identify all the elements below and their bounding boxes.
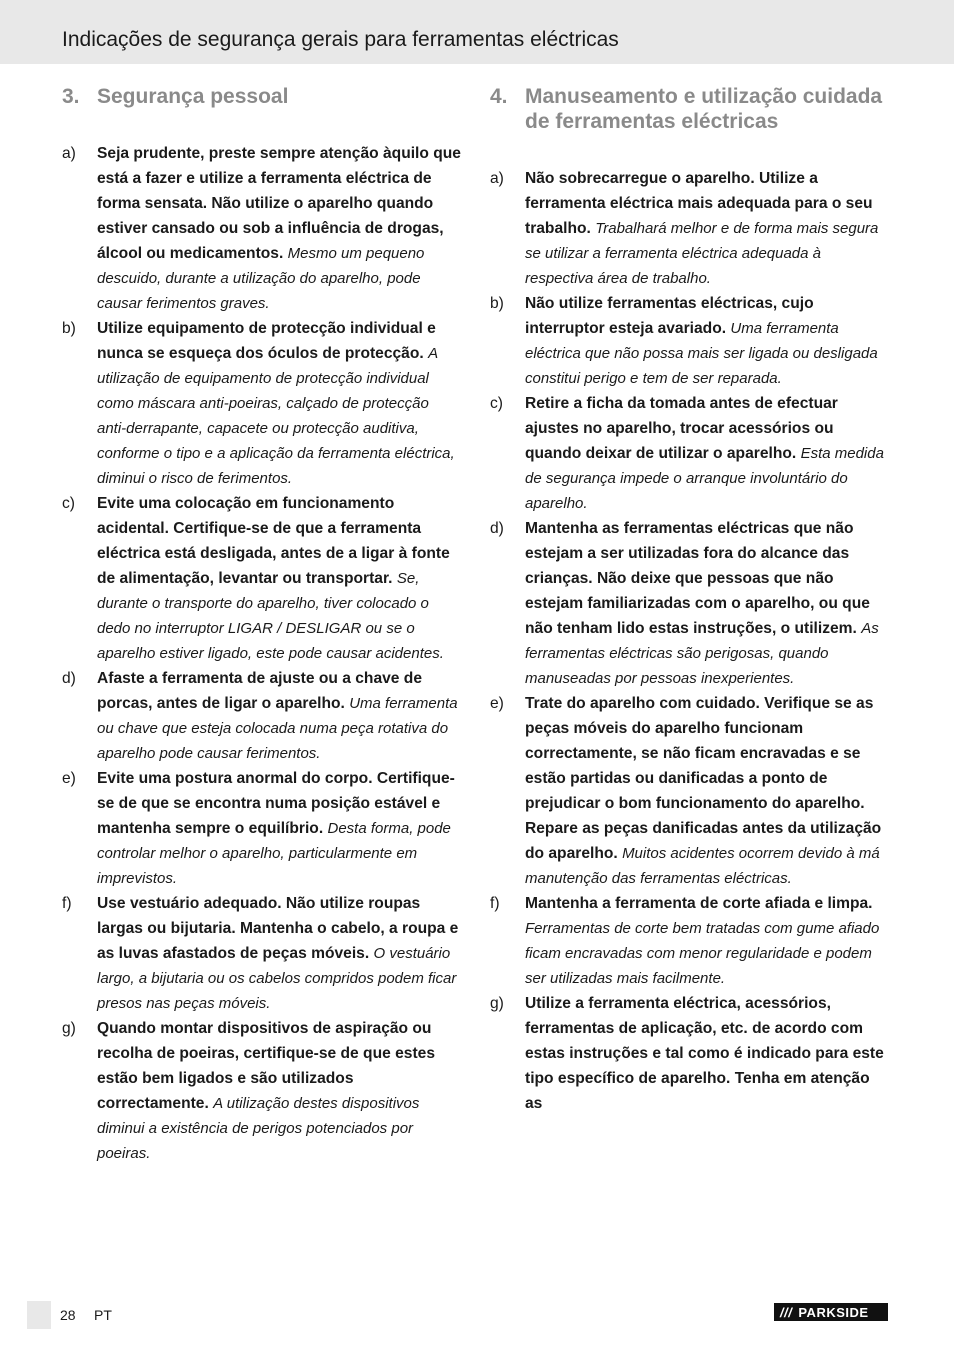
item-letter: b) (490, 295, 504, 312)
item-letter: d) (490, 520, 504, 537)
item-list (490, 166, 890, 1116)
item-explanation: Uma ferramenta eléctrica que não possa mais ser ligada ou desligada constitui perigo e tem de ser reparada. (525, 320, 878, 387)
item-body (525, 691, 890, 891)
item-instruction: Use vestuário adequado. Não utilize roupas largas ou bijutaria. Mantenha o cabelo, a roupa e as luvas afastados de peças móveis. (97, 895, 459, 962)
section-title: Segurança pessoal (97, 85, 289, 108)
section-title: Manuseamento e utilização cuidada de ferramentas eléctricas (525, 85, 883, 133)
item-body (525, 516, 890, 691)
section-personal-safety (62, 84, 462, 1166)
item-instruction: Utilize equipamento de protecção individual e nunca se esqueça dos óculos de protecção. (97, 320, 436, 362)
item-body (97, 666, 462, 766)
item-letter: e) (62, 770, 76, 787)
item-explanation: Trabalhará melhor e de forma mais segura se utilizar a ferramenta eléctrica adequada à respectiva área de trabalho. (525, 220, 879, 287)
item-letter: a) (62, 145, 76, 162)
list-item (490, 516, 890, 691)
language-code: PT (94, 1307, 112, 1323)
list-item (62, 1016, 462, 1166)
item-instruction: Quando montar dispositivos de aspiração ou recolha de poeiras, certifique-se de que estes estão bem ligados e são utilizados correctamente. (97, 1020, 435, 1112)
item-letter: c) (490, 395, 503, 412)
section-number: 3. (62, 85, 80, 108)
list-item (490, 391, 890, 516)
list-item (490, 991, 890, 1116)
footer-marker (27, 1301, 51, 1329)
item-instruction: Não utilize ferramentas eléctricas, cujo interruptor esteja avariado. (525, 295, 814, 337)
list-item (490, 691, 890, 891)
item-body (97, 491, 462, 666)
item-instruction: Afaste a ferramenta de ajuste ou a chave de porcas, antes de ligar o aparelho. (97, 670, 423, 712)
page-title: Indicações de segurança gerais para ferramentas eléctricas (62, 28, 619, 51)
item-letter: e) (490, 695, 504, 712)
item-body (97, 1016, 462, 1166)
item-explanation: Se, durante o transporte do aparelho, tiver colocado o dedo no interruptor LIGAR / DESLIGAR ou se o aparelho estiver ligado, este pode causar acidentes. (97, 570, 444, 662)
item-explanation: O vestuário largo, a bijutaria ou os cabelos compridos podem ficar presos nas peças móveis. (97, 945, 457, 1012)
item-letter: g) (62, 1020, 76, 1037)
item-explanation: As ferramentas eléctricas são perigosas, quando manuseadas por pessoas inexperientes. (525, 620, 879, 687)
item-instruction: Evite uma postura anormal do corpo. Certifique-se de que se encontra numa posição estável e mantenha sempre o equilíbrio. (97, 770, 455, 837)
brand-name: PARKSIDE (798, 1304, 869, 1320)
item-instruction: Evite uma colocação em funcionamento acidental. Certifique-se de que a ferramenta eléctrica está desligada, antes de a ligar à fonte de alimentação, levantar ou transportar. (97, 495, 450, 587)
item-body (97, 141, 462, 316)
section-tool-handling (490, 84, 890, 1116)
item-instruction: Retire a ficha da tomada antes de efectuar ajustes no aparelho, trocar acessórios ou quando deixar de utilizar o aparelho. (525, 395, 838, 462)
item-explanation: Ferramentas de corte bem tratadas com gume afiado ficam encravadas com menor regularidade e podem ser utilizadas mais facilmente. (525, 920, 880, 987)
item-explanation: Mesmo um pequeno descuido, durante a utilização do aparelho, pode causar ferimentos graves. (97, 245, 425, 312)
item-instruction: Não sobrecarregue o aparelho. Utilize a ferramenta eléctrica mais adequada para o seu trabalho. (525, 170, 873, 237)
item-explanation: A utilização destes dispositivos diminui a existência de perigos potenciados por poeiras. (97, 1095, 420, 1162)
list-item (62, 316, 462, 491)
item-letter: f) (490, 895, 500, 912)
item-letter: a) (490, 170, 504, 187)
item-body (525, 991, 890, 1116)
item-body (97, 891, 462, 1016)
section-number: 4. (490, 85, 508, 108)
section-heading (62, 84, 462, 109)
item-letter: d) (62, 670, 76, 687)
item-letter: g) (490, 995, 504, 1012)
item-letter: b) (62, 320, 76, 337)
header-bar (0, 0, 954, 64)
item-body (525, 166, 890, 291)
item-instruction: Seja prudente, preste sempre atenção àquilo que está a fazer e utilize a ferramenta eléctrica de forma sensata. Não utilize o aparelho quando estiver cansado ou sob a influência de drogas, álcool ou medicamentos. (97, 145, 461, 262)
item-body (97, 316, 462, 491)
list-item (62, 491, 462, 666)
item-explanation: Uma ferramenta ou chave que esteja colocada numa peça rotativa do aparelho pode causar ferimentos. (97, 695, 458, 762)
item-explanation: A utilização de equipamento de protecção individual como máscara anti-poeiras, calçado de protecção anti-derrapante, capacete ou protecção auditiva, conforme o tipo e a aplicação da ferramenta eléctrica, diminui o risco de ferimentos. (97, 345, 455, 487)
item-instruction: Trate do aparelho com cuidado. Verifique se as peças móveis do aparelho funcionam correctamente, se não ficam encravadas e se estão partidas ou danificadas a ponto de prejudicar o bom funcionamento do aparelho. Repare as peças danificadas antes da utilização do aparelho. (525, 695, 882, 862)
page-number: 28 (60, 1307, 76, 1323)
item-body (525, 391, 890, 516)
list-item (62, 766, 462, 891)
item-explanation: Muitos acidentes ocorrem devido à má manutenção das ferramentas eléctricas. (525, 845, 880, 887)
brand-slashes: /// (780, 1304, 793, 1320)
item-body (525, 891, 890, 991)
list-item (490, 166, 890, 291)
list-item (62, 891, 462, 1016)
item-body (97, 766, 462, 891)
item-explanation: Desta forma, pode controlar melhor o aparelho, particularmente em imprevistos. (97, 820, 451, 887)
list-item (62, 666, 462, 766)
list-item (490, 891, 890, 991)
brand-logo (774, 1303, 888, 1321)
item-letter: c) (62, 495, 75, 512)
item-letter: f) (62, 895, 72, 912)
list-item (62, 141, 462, 316)
section-heading (490, 84, 890, 134)
item-body (525, 291, 890, 391)
item-instruction: Mantenha a ferramenta de corte afiada e limpa. (525, 895, 873, 912)
list-item (490, 291, 890, 391)
item-explanation: Esta medida de segurança impede o arranque involuntário do aparelho. (525, 445, 884, 512)
item-list (62, 141, 462, 1166)
item-instruction: Mantenha as ferramentas eléctricas que não estejam a ser utilizadas fora do alcance das crianças. Não deixe que pessoas que não estejam familiarizadas com o aparelho, ou que não tenham lido estas instruções, o utilizem. (525, 520, 870, 637)
item-instruction: Utilize a ferramenta eléctrica, acessórios, ferramentas de aplicação, etc. de acordo com estas instruções e tal como é indicado para este tipo específico de aparelho. Tenha em atenção as (525, 995, 884, 1112)
